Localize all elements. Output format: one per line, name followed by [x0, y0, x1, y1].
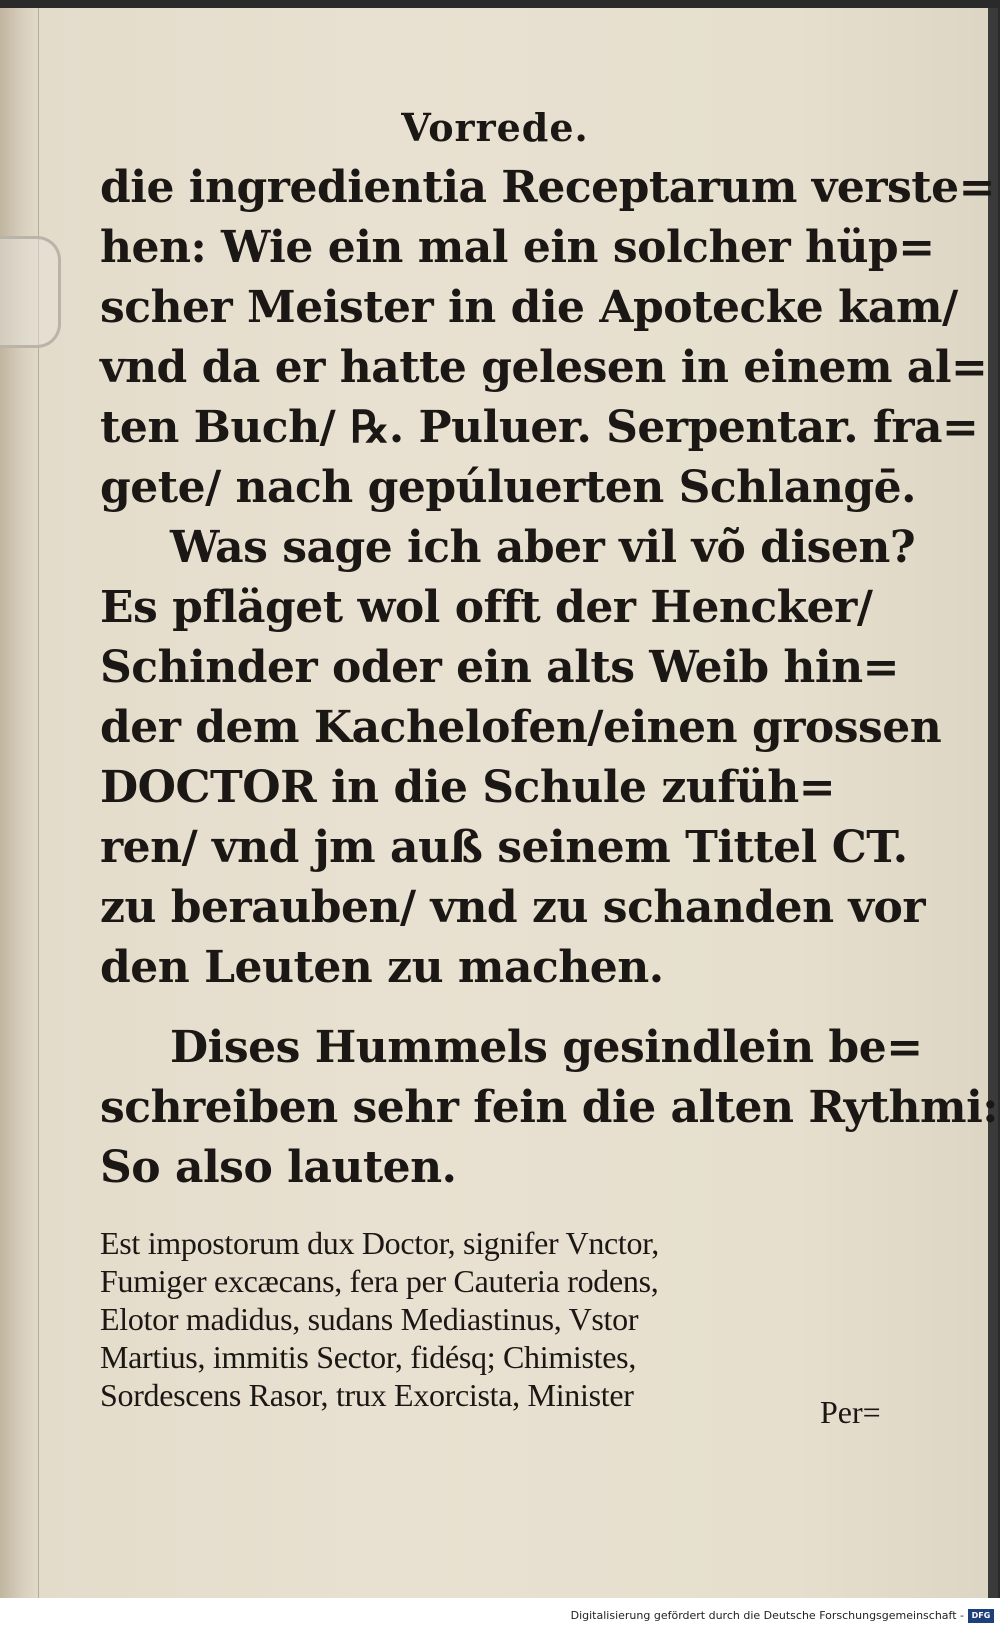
paragraph-3: [100, 1018, 999, 1198]
page-clip: [0, 236, 61, 348]
text-line: Es pfläget wol offt der Hencker/: [100, 582, 873, 633]
text-line: vnd da er hatte gelesen in einem al=: [100, 342, 988, 393]
text-line: So also lauten.: [100, 1142, 457, 1193]
text-line: ten Buch/ ℞. Puluer. Serpentar. fra=: [100, 402, 979, 453]
verse-line: Elotor madidus, sudans Mediastinus, Vstor: [100, 1301, 639, 1337]
verse-line: Martius, immitis Sector, fidésq; Chimistes,: [100, 1339, 637, 1375]
text-line: Was sage ich aber vil võ disen?: [170, 522, 916, 573]
text-line: Dises Hummels gesindlein be=: [170, 1022, 923, 1073]
paragraph-1: [100, 158, 995, 518]
text-line: gete/ nach gepúluerten Schlangē.: [100, 462, 916, 513]
footer-bar: [0, 1598, 1000, 1628]
text-line: der dem Kachelofen/einen grossen: [100, 702, 942, 753]
catchword: Per=: [820, 1394, 881, 1430]
latin-verse: [100, 1224, 890, 1414]
text-line: Schinder oder ein alts Weib hin=: [100, 642, 899, 693]
dfg-logo: DFG: [968, 1609, 994, 1623]
page-header: Vorrede.: [401, 105, 589, 150]
text-line: schreiben sehr fein die alten Rythmi:: [100, 1082, 999, 1133]
text-line: ren/ vnd jm auß seinem Tittel CT.: [100, 822, 908, 873]
text-line: zu berauben/ vnd zu schanden vor: [100, 882, 926, 933]
text-line: hen: Wie ein mal ein solcher hüp=: [100, 222, 935, 273]
text-line: DOCTOR in die Schule zufüh=: [100, 762, 836, 813]
page-text: [100, 100, 999, 1414]
text-line: die ingredientia Receptarum verste=: [100, 162, 995, 213]
text-line: den Leuten zu machen.: [100, 942, 664, 993]
funding-note: Digitalisierung gefördert durch die Deutsche Forschungsgemeinschaft -: [570, 1609, 964, 1622]
text-line: scher Meister in die Apotecke kam/: [100, 282, 958, 333]
verse-line: Est impostorum dux Doctor, signifer Vnctor,: [100, 1225, 659, 1261]
verse-line: Fumiger excæcans, fera per Cauteria rodens,: [100, 1263, 659, 1299]
paragraph-2: [100, 518, 942, 998]
verse-line: Sordescens Rasor, trux Exorcista, Minister: [100, 1377, 634, 1413]
